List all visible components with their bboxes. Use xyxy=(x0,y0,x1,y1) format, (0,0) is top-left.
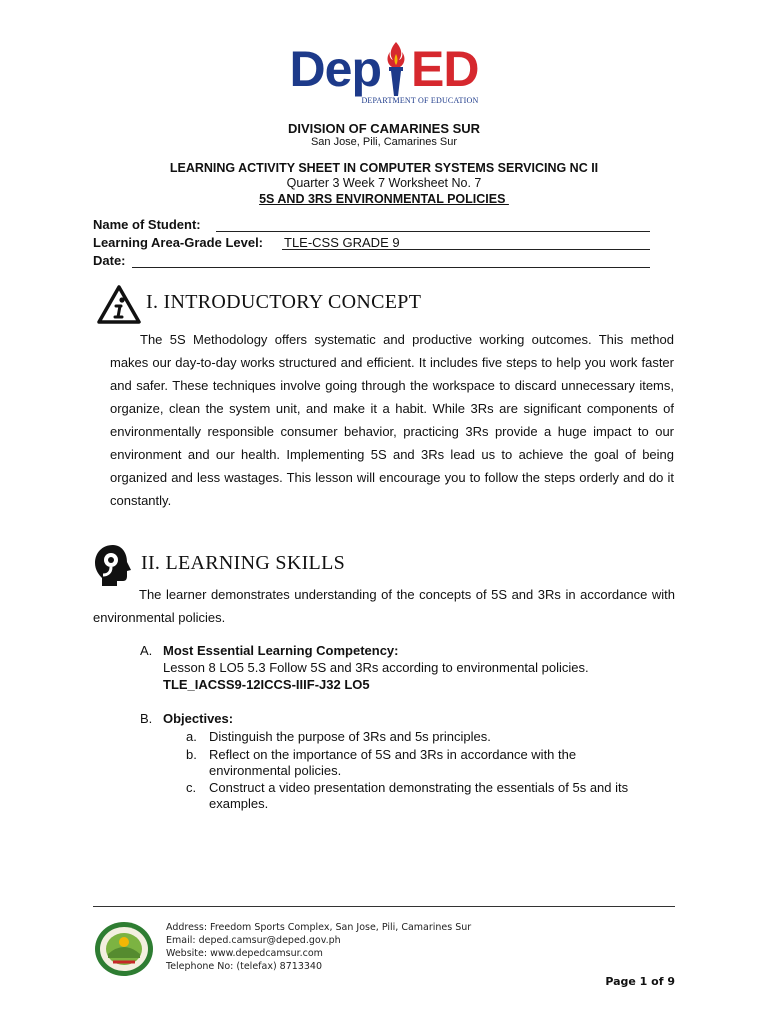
objectives-title: Objectives: xyxy=(163,711,234,726)
footer-website: Website: www.depedcamsur.com xyxy=(166,948,323,959)
logo-text-dep: Dep xyxy=(289,41,381,97)
page-number: Page 1 of 9 xyxy=(605,975,675,988)
topic-title: 5S AND 3RS ENVIRONMENTAL POLICIES xyxy=(259,192,509,206)
division-seal-icon xyxy=(93,920,155,983)
name-label: Name of Student: xyxy=(93,217,201,232)
objective-b-marker: b. xyxy=(186,747,197,762)
item-a-marker: A. xyxy=(140,643,153,658)
skills-paragraph: The learner demonstrates understanding of the concepts of 5S and 3Rs in accordance with environmental policies. xyxy=(93,587,675,625)
objective-a-marker: a. xyxy=(186,729,197,744)
footer-divider xyxy=(93,906,675,907)
deped-logo xyxy=(0,41,768,122)
grade-label: Learning Area-Grade Level: xyxy=(93,235,264,250)
date-label: Date: xyxy=(93,253,126,268)
info-warning-icon xyxy=(96,284,142,331)
section1-title: I. INTRODUCTORY CONCEPT xyxy=(146,291,422,313)
date-field[interactable] xyxy=(132,267,650,268)
footer-telephone: Telephone No: (telefax) 8713340 xyxy=(166,961,322,972)
objective-b-text: Reflect on the importance of 5S and 3Rs in accordance with the environmental policies. xyxy=(209,747,577,778)
objective-c-text: Construct a video presentation demonstrating the essentials of 5s and its examples. xyxy=(209,780,629,811)
objective-c-marker: c. xyxy=(186,780,197,795)
sheet-title: LEARNING ACTIVITY SHEET IN COMPUTER SYSTEMS SERVICING NC II xyxy=(169,161,599,175)
footer-email: Email: deped.camsur@deped.gov.ph xyxy=(166,935,341,946)
name-field[interactable] xyxy=(216,231,650,232)
logo-text-ed: ED xyxy=(411,41,479,97)
competency-lesson: Lesson 8 LO5 5.3 Follow 5S and 3Rs according to environmental policies. xyxy=(163,660,589,675)
section2-title: II. LEARNING SKILLS xyxy=(141,552,346,574)
intro-paragraph: The 5S Methodology offers systematic and productive working outcomes. This method makes our day-to-day works structured and efficient. It includes five steps to help you work faster and safer. These techniques involve going through the workspace to discard unnecessary items, organize, clean the system unit, and make it a habit. While 3Rs are significant components of environmentally responsible consumer behavior, practicing 3Rs provide a huge impact to our environment and our health. Implementing 5S and 3Rs lead us to achieve the goal of being organized and less wastages. This lesson will encourage you to follow the steps orderly and do it constantly. xyxy=(110,332,674,508)
division-name: DIVISION OF CAMARINES SUR xyxy=(287,121,481,136)
footer-address: Address: Freedom Sports Complex, San Jose, Pili, Camarines Sur xyxy=(166,922,472,933)
item-b-marker: B. xyxy=(140,711,153,726)
quarter-label: Quarter 3 Week 7 Worksheet No. 7 xyxy=(286,176,482,190)
logo-subtitle: DEPARTMENT OF EDUCATION xyxy=(361,96,479,105)
competency-title: Most Essential Learning Competency: xyxy=(163,643,399,658)
division-address: San Jose, Pili, Camarines Sur xyxy=(310,136,458,148)
objective-a-text: Distinguish the purpose of 3Rs and 5s principles. xyxy=(209,729,491,744)
competency-code: TLE_IACSS9-12ICCS-IIIF-J32 LO5 xyxy=(163,677,370,692)
grade-value: TLE-CSS GRADE 9 xyxy=(284,235,400,250)
